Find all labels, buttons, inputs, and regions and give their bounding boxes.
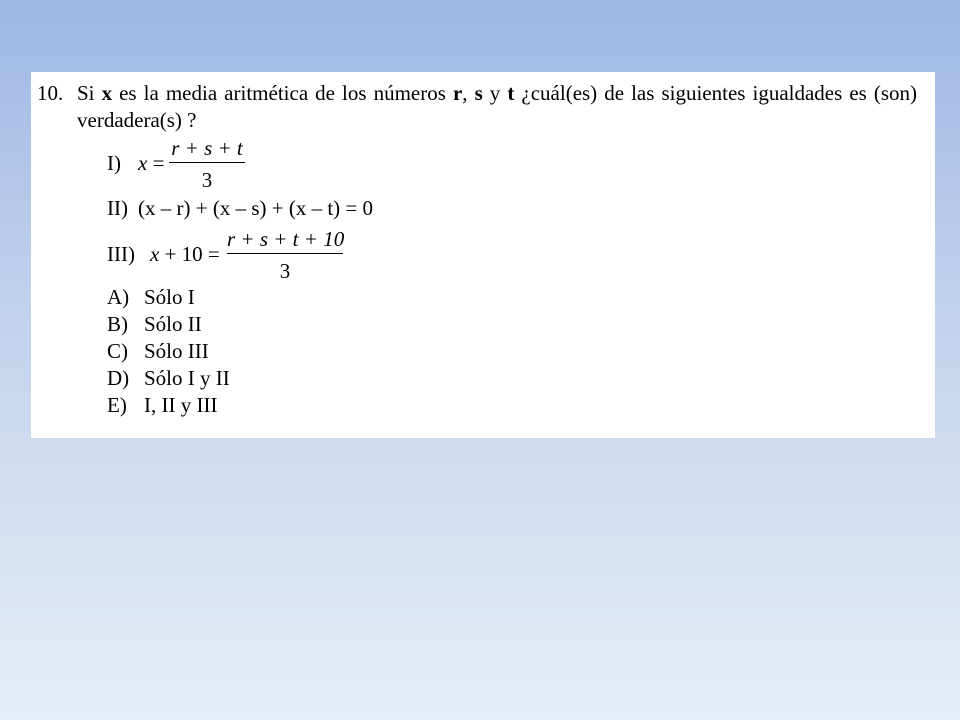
option-d[interactable] xyxy=(107,365,230,392)
statement-1-lhs xyxy=(138,151,164,176)
option-text: Sólo III xyxy=(144,339,209,363)
option-text: Sólo II xyxy=(144,312,202,336)
variable-t: t xyxy=(507,81,515,105)
variable-s: s xyxy=(474,81,483,105)
equals-sign: = xyxy=(152,151,165,175)
option-letter: C) xyxy=(107,339,128,363)
option-letter: D) xyxy=(107,366,130,390)
statement-2-label: II) xyxy=(107,196,128,220)
question-text-part: Si xyxy=(77,81,102,105)
statement-3-denominator: 3 xyxy=(279,259,291,283)
question-text-part: y xyxy=(482,81,508,105)
statement-3-numerator: r + s + t + 10 xyxy=(227,227,345,251)
lhs-rest: + 10 = xyxy=(159,242,220,266)
question-text-part: ¿cuál(es) de las siguientes igualdades es (son) verdadera(s) ? xyxy=(77,81,918,132)
variable-r: r xyxy=(452,81,463,105)
question-text xyxy=(77,80,917,134)
question-text-part: , xyxy=(462,81,475,105)
option-b[interactable] xyxy=(107,311,202,338)
option-a[interactable] xyxy=(107,284,195,311)
option-letter: B) xyxy=(107,312,128,336)
option-letter: A) xyxy=(107,285,130,309)
lhs-variable: x xyxy=(138,151,148,175)
statement-3-label: III) xyxy=(107,242,135,266)
option-text: Sólo I xyxy=(144,285,195,309)
option-text: I, II y III xyxy=(144,393,218,417)
statement-1-denominator: 3 xyxy=(201,168,213,192)
question-number: 10. xyxy=(37,81,64,105)
option-text: Sólo I y II xyxy=(144,366,230,390)
option-c[interactable] xyxy=(107,338,209,365)
option-letter: E) xyxy=(107,393,127,417)
option-e[interactable] xyxy=(107,392,217,419)
fraction-bar xyxy=(227,253,343,254)
variable-x: x xyxy=(101,81,113,105)
question-text-part: es la media aritmética de los números xyxy=(112,81,453,105)
statement-1-label: I) xyxy=(107,151,121,175)
statement-2-equation: (x – r) + (x – s) + (x – t) = 0 xyxy=(138,196,373,220)
lhs-variable: x xyxy=(150,242,160,266)
statement-3-lhs xyxy=(150,242,220,267)
statement-1-numerator: r + s + t xyxy=(171,136,243,160)
fraction-bar xyxy=(169,162,245,163)
question-card xyxy=(31,72,935,438)
